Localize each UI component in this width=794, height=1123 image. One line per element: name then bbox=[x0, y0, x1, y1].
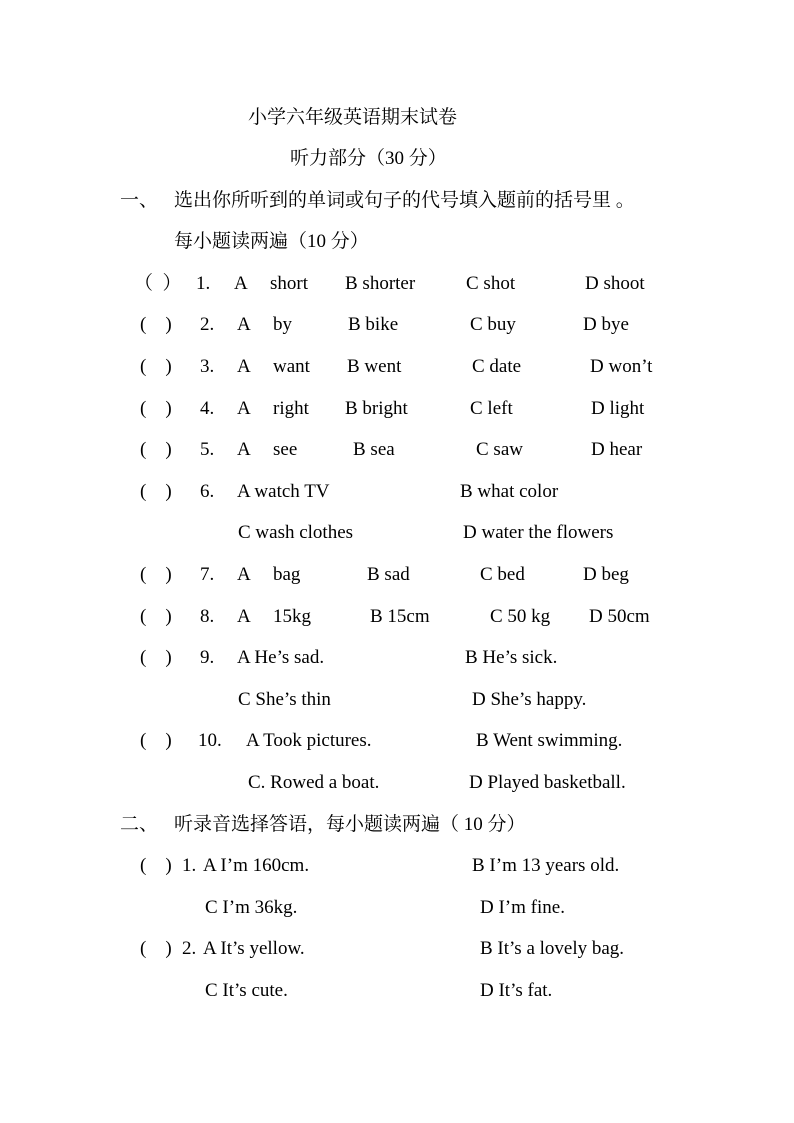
option-d: D bye bbox=[583, 314, 629, 335]
option-a: A I’m 160cm. bbox=[203, 855, 310, 876]
option-c: C wash clothes bbox=[238, 522, 354, 543]
section2-instruction: 听录音选择答语，每小题读两遍（ 10 分） bbox=[174, 814, 526, 835]
option-d: D water the flowers bbox=[463, 522, 614, 543]
option-c: C I’m 36kg. bbox=[205, 897, 298, 918]
answer-bracket[interactable]: ( ) bbox=[140, 481, 172, 502]
option-b: B what color bbox=[460, 481, 559, 502]
answer-bracket[interactable]: （ ） bbox=[134, 273, 182, 294]
option-b: B I’m 13 years old. bbox=[472, 855, 620, 876]
answer-bracket[interactable]: ( ) bbox=[140, 356, 172, 377]
question-number: 1. bbox=[182, 855, 197, 876]
option-b: B sea bbox=[353, 439, 395, 460]
option-c: C left bbox=[470, 398, 513, 419]
option-c: C. Rowed a boat. bbox=[248, 772, 380, 793]
option-a-text: right bbox=[273, 398, 309, 419]
option-c: C She’s thin bbox=[238, 689, 331, 710]
option-b: B went bbox=[347, 356, 402, 377]
option-a-letter: A bbox=[237, 606, 251, 627]
option-d: D beg bbox=[583, 564, 629, 585]
option-d: D light bbox=[591, 398, 645, 419]
option-a-text: see bbox=[273, 439, 298, 460]
option-c: C 50 kg bbox=[490, 606, 551, 627]
option-a: A watch TV bbox=[237, 481, 330, 502]
option-a: A It’s yellow. bbox=[203, 938, 305, 959]
question-number: 1. bbox=[196, 273, 211, 294]
question-number: 5. bbox=[200, 439, 215, 460]
section1-instruction: 选出你所听到的单词或句子的代号填入题前的括号里 。 bbox=[174, 190, 635, 211]
option-a-letter: A bbox=[237, 439, 251, 460]
answer-bracket[interactable]: ( ) bbox=[140, 398, 172, 419]
option-a-letter: A bbox=[237, 398, 251, 419]
option-a-letter: A bbox=[237, 564, 251, 585]
option-a-text: 15kg bbox=[273, 606, 311, 627]
option-b: B It’s a lovely bag. bbox=[480, 938, 625, 959]
option-b: B sad bbox=[367, 564, 410, 585]
option-a-letter: A bbox=[234, 273, 248, 294]
answer-bracket[interactable]: ( ) bbox=[140, 606, 172, 627]
question-number: 3. bbox=[200, 356, 215, 377]
option-a-letter: A bbox=[237, 314, 251, 335]
option-d: D It’s fat. bbox=[480, 980, 553, 1001]
option-c: C date bbox=[472, 356, 522, 377]
option-a-text: by bbox=[273, 314, 292, 335]
option-c: C It’s cute. bbox=[205, 980, 288, 1001]
option-b: B Went swimming. bbox=[476, 730, 623, 751]
question-number: 8. bbox=[200, 606, 215, 627]
answer-bracket[interactable]: ( ) bbox=[140, 314, 172, 335]
option-b: B shorter bbox=[345, 273, 416, 294]
option-b: B 15cm bbox=[370, 606, 430, 627]
section2-number: 二、 bbox=[120, 814, 159, 835]
option-c: C saw bbox=[476, 439, 523, 460]
page-subtitle: 听力部分（30 分） bbox=[290, 148, 447, 169]
option-a: A He’s sad. bbox=[237, 647, 325, 668]
page-title: 小学六年级英语期末试卷 bbox=[248, 107, 458, 128]
answer-bracket[interactable]: ( ) bbox=[140, 439, 172, 460]
question-number: 2. bbox=[182, 938, 197, 959]
question-number: 7. bbox=[200, 564, 215, 585]
option-c: C bed bbox=[480, 564, 525, 585]
answer-bracket[interactable]: ( ) bbox=[140, 730, 172, 751]
option-d: D won’t bbox=[590, 356, 653, 377]
option-a-text: bag bbox=[273, 564, 301, 585]
question-number: 4. bbox=[200, 398, 215, 419]
option-b: B bike bbox=[348, 314, 399, 335]
answer-bracket[interactable]: ( ) bbox=[140, 938, 172, 959]
answer-bracket[interactable]: ( ) bbox=[140, 647, 172, 668]
question-number: 9. bbox=[200, 647, 215, 668]
option-a-text: short bbox=[270, 273, 308, 294]
option-d: D shoot bbox=[585, 273, 645, 294]
option-b: B bright bbox=[345, 398, 408, 419]
option-a: A Took pictures. bbox=[246, 730, 372, 751]
option-a-letter: A bbox=[237, 356, 251, 377]
option-d: D hear bbox=[591, 439, 643, 460]
question-number: 2. bbox=[200, 314, 215, 335]
option-d: D I’m fine. bbox=[480, 897, 565, 918]
option-d: D Played basketball. bbox=[469, 772, 626, 793]
question-number: 6. bbox=[200, 481, 215, 502]
option-d: D She’s happy. bbox=[472, 689, 587, 710]
option-a-text: want bbox=[273, 356, 310, 377]
section1-instruction-2: 每小题读两遍（10 分） bbox=[174, 231, 369, 252]
option-c: C shot bbox=[466, 273, 516, 294]
option-b: B He’s sick. bbox=[465, 647, 558, 668]
option-c: C buy bbox=[470, 314, 516, 335]
question-number: 10. bbox=[198, 730, 222, 751]
option-d: D 50cm bbox=[589, 606, 650, 627]
section1-number: 一、 bbox=[120, 190, 159, 211]
answer-bracket[interactable]: ( ) bbox=[140, 855, 172, 876]
answer-bracket[interactable]: ( ) bbox=[140, 564, 172, 585]
